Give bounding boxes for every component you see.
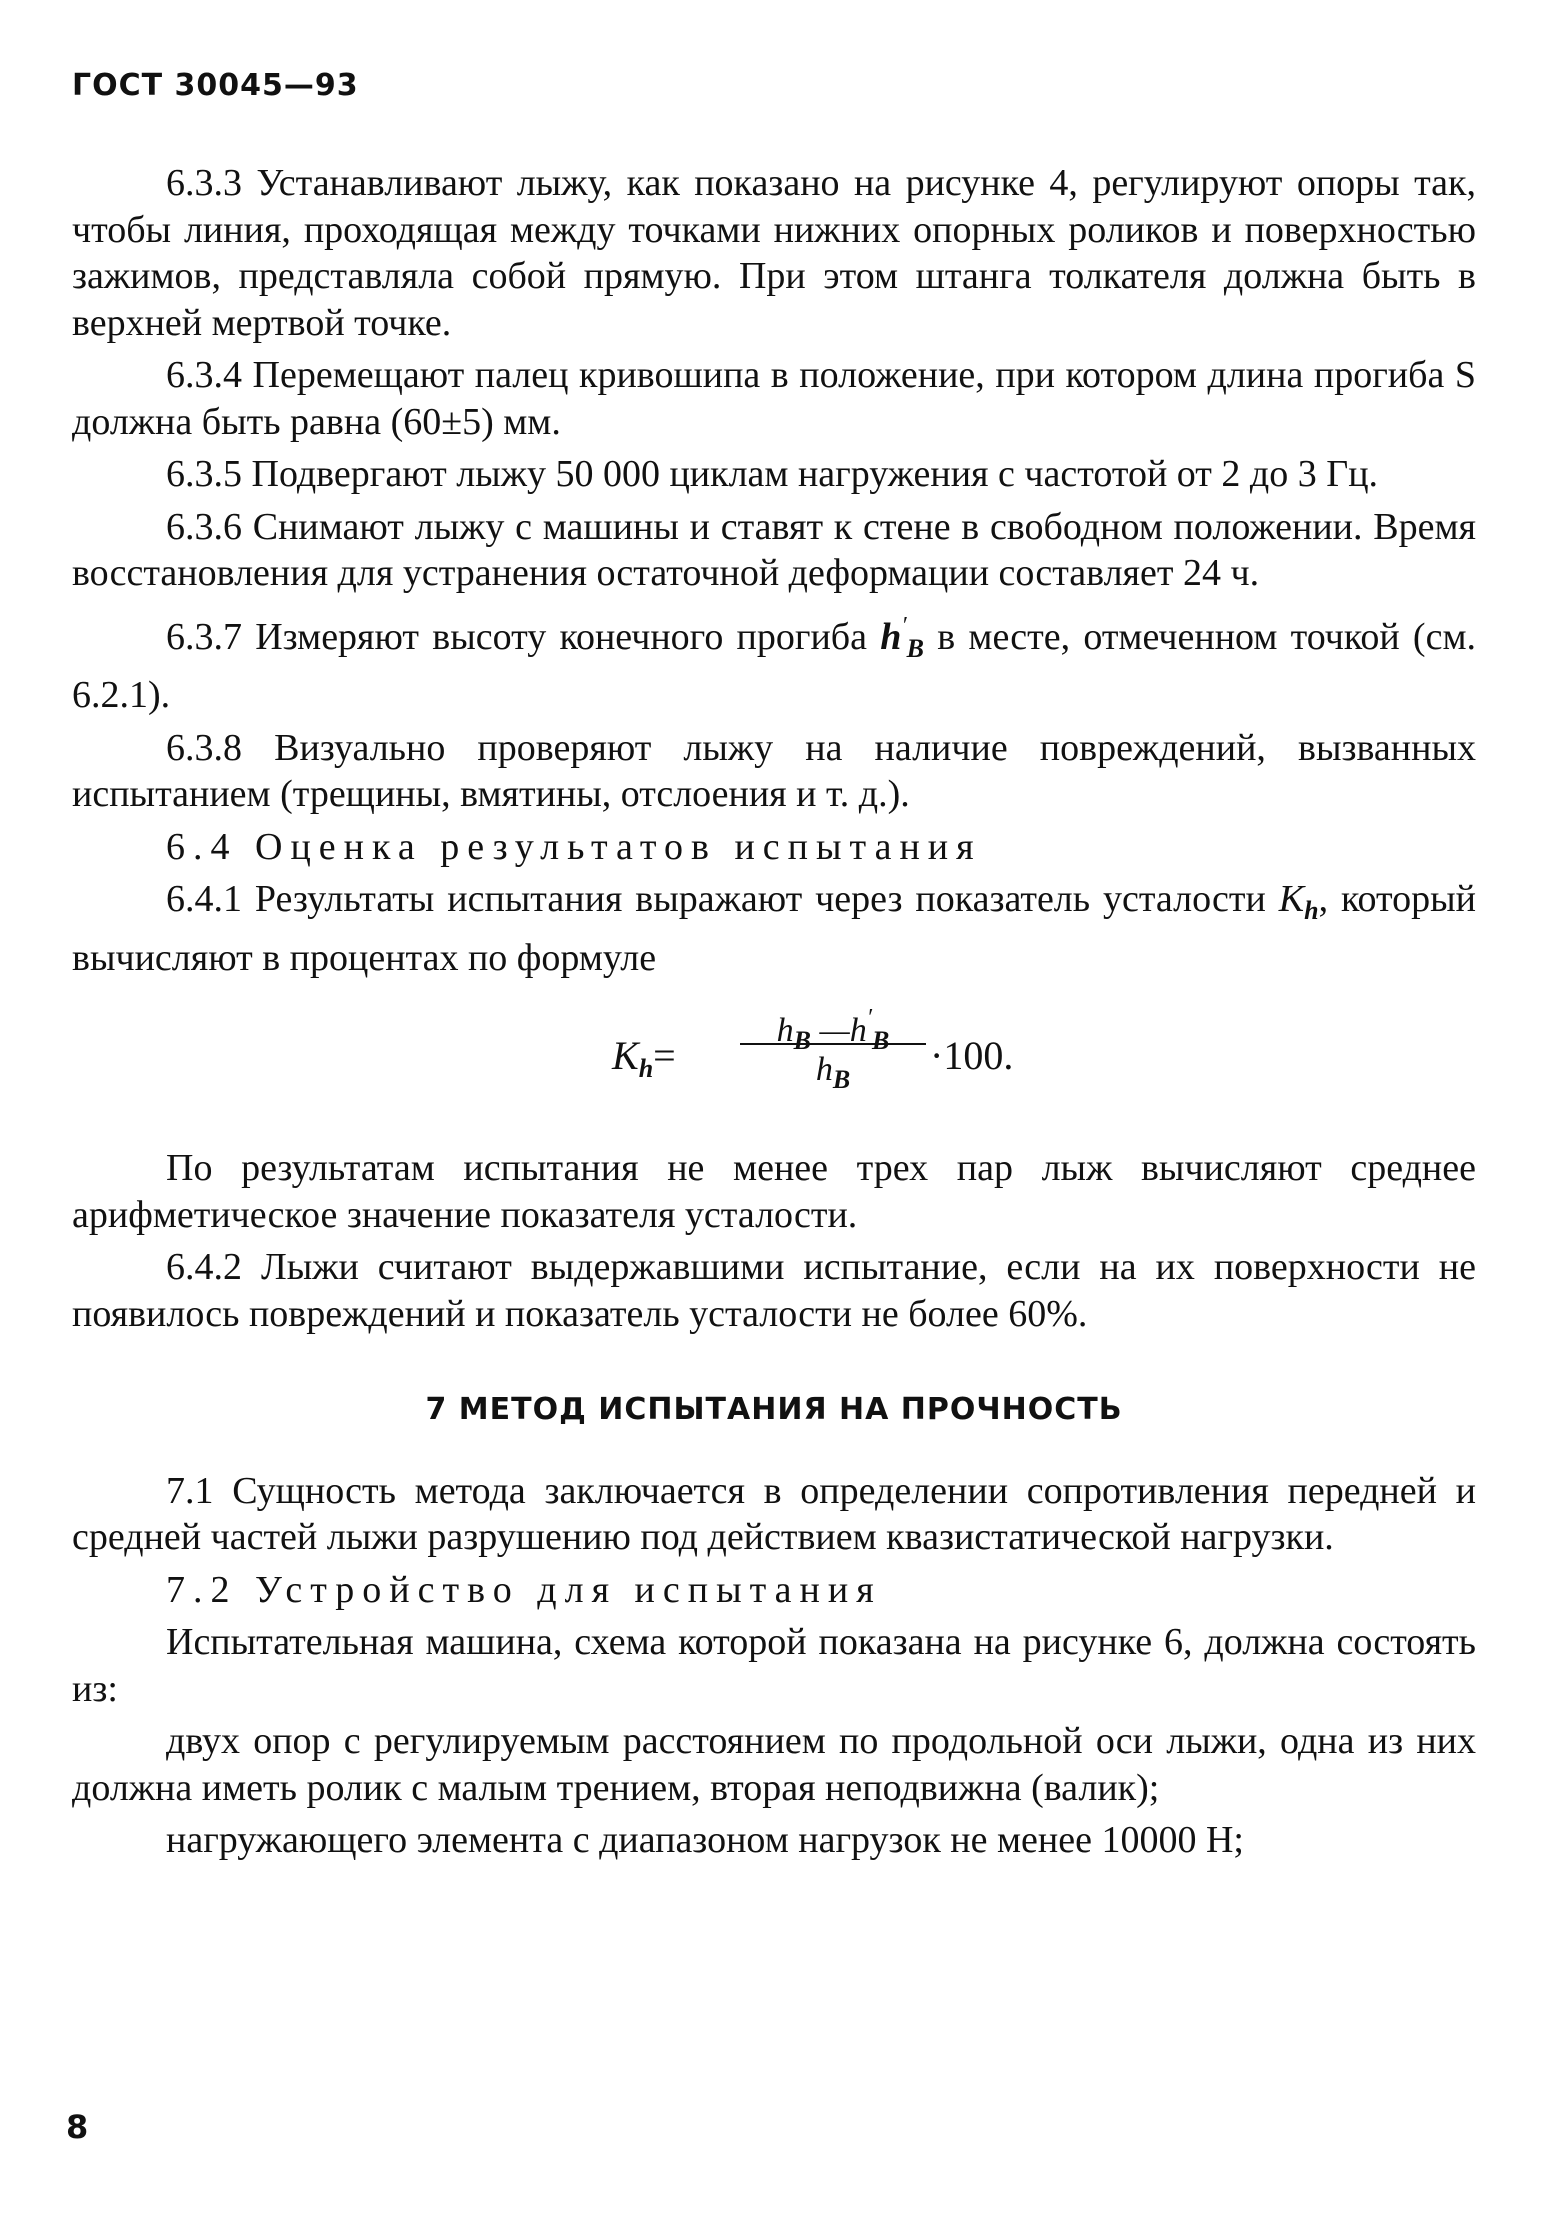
page-number: 8 [66, 2108, 89, 2146]
formula-den-sub: B [832, 1065, 851, 1094]
hb-symbol-prime: ′ [901, 612, 907, 639]
formula-numerator [740, 995, 926, 1055]
formula-lhs [612, 1033, 676, 1093]
formula-num-h: h [776, 1012, 794, 1049]
paragraph-loading-element: нагружающего элемента с диапазоном нагрузок не менее 10000 Н; [166, 1819, 1244, 1861]
paragraph-6-3-4: 6.3.4 Перемещают палец кривошипа в положение, при котором длина прогиба S должна быть равна (60±5) мм. [72, 354, 1476, 443]
hb-symbol-letter: h [880, 615, 902, 658]
formula-lhs-subscript: h [638, 1054, 654, 1083]
p637-text-after: в месте, отмеченном точкой (см. 6.2.1). [72, 615, 1477, 716]
formula-equals: = [653, 1033, 676, 1078]
paragraph-6-3-8: 6.3.8 Визуально проверяют лыжу на наличие повреждений, вызванных испытанием (трещины, вмятины, отслоения и т. д.). [72, 726, 1476, 815]
paragraph-6-3-3: 6.3.3 Устанавливают лыжу, как показано на рисунке 4, регулируют опоры так, чтобы линия, проходящая между точками нижних опорных роликов и поверхностью зажимов, представляла собой прямую. При этом штанга толкателя должна быть в верхней мертвой точке. [72, 162, 1476, 344]
p641-text-before: 6.4.1 Результаты испытания выражают через показатель усталости [166, 878, 1279, 920]
p637-text-before: 6.3.7 Измеряют высоту конечного прогиба [166, 615, 881, 658]
formula-minus: — [811, 1012, 850, 1049]
paragraph-6-3-5: 6.3.5 Подвергают лыжу 50 000 циклам нагружения с частотой от 2 до 3 Гц. [166, 453, 1379, 495]
paragraph-supports: двух опор с регулируемым расстоянием по продольной оси лыжи, одна из них должна иметь ролик с малым трением, вторая неподвижна (валик); [72, 1720, 1476, 1809]
paragraph-7-1: 7.1 Сущность метода заключается в определении сопротивления передней и средней частей лыжи разрушению под действием квазистатической нагрузки. [72, 1469, 1476, 1558]
paragraph-6-4-2: 6.4.2 Лыжи считают выдержавшими испытание, если на их поверхности не появилось повреждений и показатель усталости не более 60%. [72, 1246, 1476, 1335]
formula-lhs-letter: K [612, 1033, 639, 1078]
formula-den-h: h [815, 1051, 833, 1088]
hb-prime-symbol [880, 612, 924, 663]
kh-symbol-subscript: h [1304, 896, 1319, 925]
p641-text-after: , который вычисляют в процентах по формуле [72, 878, 1476, 979]
formula-num2-h: h [849, 1012, 867, 1049]
formula-num2-sub: B [871, 1026, 890, 1055]
formula-rhs: ·100. [930, 1033, 1014, 1078]
kh-symbol [1278, 878, 1319, 925]
paragraph-6-4-1 [72, 876, 1476, 981]
section-7-title: 7 МЕТОД ИСПЫТАНИЯ НА ПРОЧНОСТЬ [425, 1392, 1123, 1427]
heading-6-4: 6.4 Оценка результатов испытания [166, 825, 982, 868]
fatigue-formula [72, 989, 1476, 1139]
paragraph-average: По результатам испытания не менее трех пар лыж вычисляют среднее арифметическое значение показателя усталости. [72, 1147, 1476, 1236]
formula-num2-prime: ′ [866, 1005, 872, 1031]
hb-symbol-subscript: B [906, 633, 924, 663]
paragraph-6-3-7 [72, 603, 1476, 719]
document-header: ГОСТ 30045—93 [72, 68, 359, 103]
formula-denominator [740, 1047, 926, 1104]
heading-7-2: 7.2 Устройство для испытания [166, 1568, 882, 1611]
paragraph-machine: Испытательная машина, схема которой показана на рисунке 6, должна состоять из: [72, 1621, 1476, 1710]
formula-num-sub: B [793, 1026, 811, 1055]
kh-symbol-letter: K [1278, 878, 1305, 920]
paragraph-6-3-6: 6.3.6 Снимают лыжу с машины и ставят к стене в свободном положении. Время восстановления для устранения остаточной деформации составляет 24 ч. [72, 505, 1476, 594]
body-text [72, 160, 1476, 1864]
formula-fraction [740, 995, 926, 1104]
